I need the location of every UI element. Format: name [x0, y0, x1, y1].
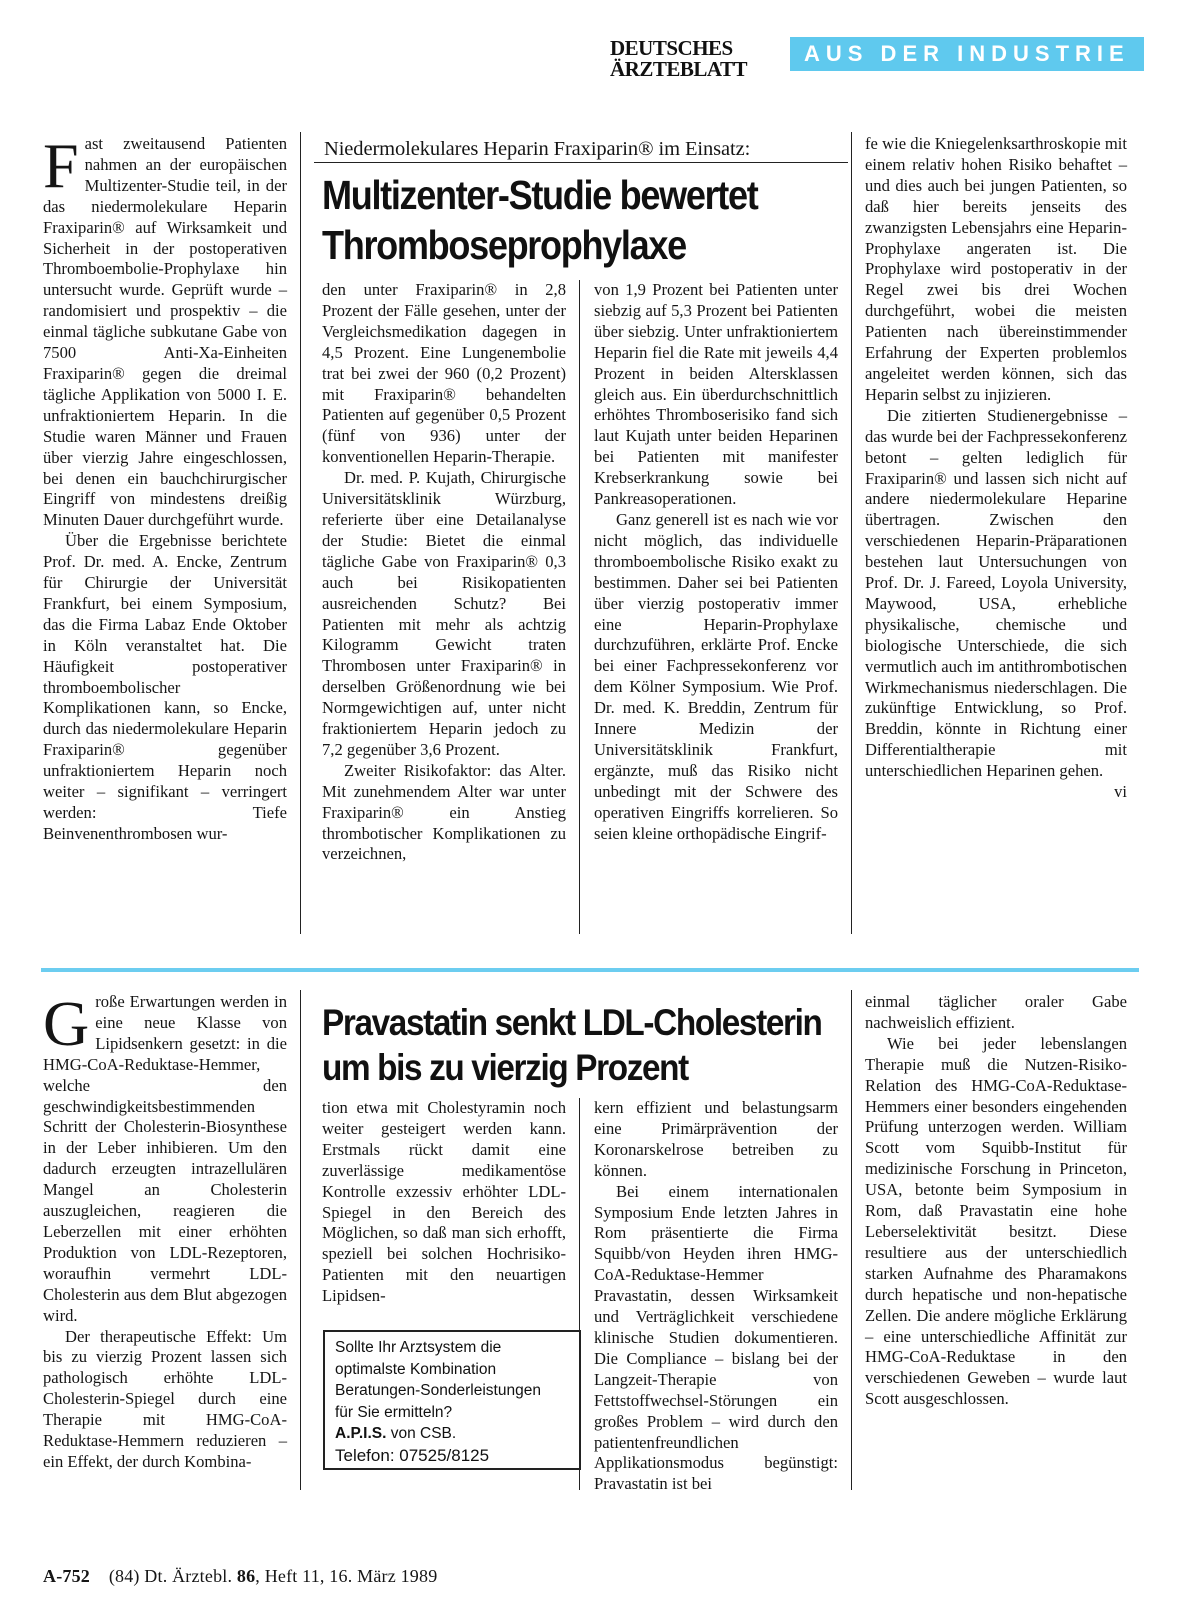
article-divider — [41, 968, 1139, 972]
article2-col1-paragraph: Der therapeutische Effekt: Um bis zu vierzig Prozent lassen sich pathologisch erhöhte LDL-Cholesterin-Spiegel durch eine Therapie mit HMG-CoA-Reduktase-Hemmern reduzieren – ein Effekt, der durch Kombina- — [43, 1326, 287, 1471]
article2-col1-paragraph: roße Erwartungen werden in eine neue Klasse von Lipidsenkern gesetzt: in die HMG-CoA-Reduktase-Hemmer, welche den geschwindigkeitsbestimmenden Schritt der Cholesterin-Biosynthese in der Leber inhibieren. Um den dadurch erzeugten intrazellulären Mangel an Cholesterin auszugleichen, reagieren die Leberzellen mit einer erhöhten Produktion von LDL-Rezeptoren, woraufhin vermehrt LDL-Cholesterin aus dem Blut abgezogen wird. — [43, 992, 287, 1325]
article1-col2-paragraph: Dr. med. P. Kujath, Chirurgische Universitätsklinik Würzburg, referierte über eine Detailanalyse der Studie: Bietet die einmal tägliche Gabe von Fraxiparin® 0,3 auch bei Risikopatienten ausreichenden Schutz? Bei Patienten mit mehr als achtzig Kilogramm Gewicht traten Thrombosen unter Fraxiparin® in derselben Größenordnung wie bei Normgewichtigen auf, unter nicht fraktioniertem Heparin jedoch zu 7,2 gegenüber 3,6 Prozent. — [322, 468, 566, 759]
masthead-line2: ÄRZTEBLATT — [610, 57, 747, 81]
ad-brand: A.P.I.S. — [335, 1425, 387, 1442]
column-rule — [300, 132, 301, 934]
article1-headline-line1: Multizenter-Studie bewertet — [322, 172, 758, 218]
article2-col4-paragraph: Wie bei jeder lebenslangen Therapie muß die Nutzen-Risiko-Relation des HMG-CoA-Reduktase-Hemmers einer besonders eingehenden Prüfung unterzogen werden. William Scott vom Squibb-Institut für medizinische Forschung in Princeton, USA, betonte beim Symposium in Rom, daß Pravastatin eine hohe Leberselektivität besitzt. Diese resultiere aus der unterschiedlich starken Aufnahme des Pharamakons durch hepatische und non-hepatische Zellen. Die andere mögliche Erklärung – eine unterschiedliche Affinität zur HMG-CoA-Reduktase in den verschiedenen Geweben – wurde laut Scott ausgeschlossen. — [865, 1033, 1127, 1409]
issue-suffix: , Heft 11, 16. März 1989 — [255, 1566, 438, 1586]
column-rule — [300, 990, 301, 1490]
column-rule — [579, 280, 580, 934]
column-rule — [851, 990, 852, 1490]
kicker-rule — [314, 162, 848, 163]
article1-col2-paragraph: den unter Fraxiparin® in 2,8 Prozent der Fälle gesehen, unter der Vergleichsmedikation dagegen in 4,5 Prozent. Eine Lungenembolie trat bei zwei der 960 (0,2 Prozent) mit Fraxiparin® behandelten Patienten auf gegenüber 0,5 Prozent (fünf von 936) unter der konventionellen Heparin-Therapie. — [322, 280, 566, 467]
article2-headline-line1: Pravastatin senkt LDL-Cholesterin — [322, 1002, 822, 1043]
article1-col4-paragraph: Die zitierten Studienergebnisse – das wurde bei der Fachpressekonferenz betont – gelten lediglich für Fraxiparin® und lassen sich nicht auf andere niedermolekulare Heparine übertragen. Zwischen den verschiedenen Heparin-Präparationen bestehen laut Untersuchungen von Prof. Dr. J. Fareed, Loyola University, Maywood, USA, erhebliche physikalische, chemische und biologische Unterschiede, die sich vermutlich auch im antithrombotischen Wirkmechanismus niederschlagen. Die zukünftige Entwicklung, so Prof. Breddin, könnte in Richtung einer Differentialtherapie mit unterschiedlichen Heparinen gehen. — [865, 405, 1127, 781]
column-rule — [851, 132, 852, 934]
article2-dropcap: G — [43, 988, 90, 1059]
article1-headline — [322, 170, 815, 270]
issue-prefix: (84) Dt. Ärztebl. — [108, 1566, 233, 1586]
article2-column-1 — [43, 988, 287, 1473]
ad-line: Beratungen-Sonderleistungen — [335, 1382, 541, 1399]
ad-brand-line — [335, 1423, 569, 1445]
article2-column-4 — [865, 992, 1127, 1410]
section-rubric: AUS DER INDUSTRIE — [790, 37, 1144, 71]
page-number: A-752 — [43, 1566, 90, 1586]
article1-col1-paragraph: ast zweitausend Patienten nahmen an der europäischen Multizenter-Studie teil, in der das niedermolekulare Heparin Fraxiparin® auf Wirksamkeit und Sicherheit in der postoperativen Thromboembolie-Prophylaxe hin untersucht wurde. Geprüft wurde – randomisiert und prospektiv – die einmal tägliche subkutane Gabe von 7500 Anti-Xa-Einheiten Fraxiparin® gegen die dreimal tägliche Applikation von 5000 I. E. unfraktioniertem Heparin. In die Studie waren Männer und Frauen über vierzig Jahre eingeschlossen, bei denen ein bauchchirurgischer Eingriff von mindestens dreißig Minuten Dauer durchgeführt wurde. — [43, 134, 287, 530]
volume-number: 86 — [236, 1566, 256, 1586]
article1-signature: vi — [1114, 782, 1127, 802]
article1-headline-line2: Thromboseprophylaxe — [322, 222, 686, 268]
article1-column-1 — [43, 130, 287, 845]
ad-phone: Telefon: 07525/8125 — [335, 1445, 490, 1465]
article1-col3-paragraph: Ganz generell ist es nach wie vor nicht möglich, das individuelle thromboembolische Risiko exakt zu bestimmen. Daher sei bei Patienten über vierzig postoperativ immer eine Heparin-Prophylaxe durchzuführen, erklärte Prof. Encke bei einer Fachpressekonferenz vor dem Kölner Symposium. Wie Prof. Dr. med. K. Breddin, Zentrum für Innere Medizin der Universitätsklinik Frankfurt, ergänzte, muß das Risiko nicht unbedingt mit der Schwere des operativen Eingriffs korrelieren. So seien kleine orthopädische Eingrif- — [594, 509, 838, 843]
ad-box — [323, 1330, 581, 1470]
article1-dropcap: F — [43, 130, 79, 201]
article2-column-2 — [322, 1098, 566, 1307]
article1-column-2 — [322, 280, 566, 865]
article1-col2-paragraph: Zweiter Risikofaktor: das Alter. Mit zunehmendem Alter war unter Fraxiparin® ein Anstieg thrombotischer Komplikationen zu verzeichnen, — [322, 760, 566, 864]
masthead-line1: DEUTSCHES — [610, 36, 733, 60]
article2-column-3 — [594, 1098, 838, 1495]
masthead-logo — [610, 38, 770, 80]
article2-col3-paragraph: Bei einem internationalen Symposium Ende letzten Jahres in Rom präsentierte die Firma Squibb/von Heyden ihren HMG-CoA-Reduktase-Hemmer Pravastatin, dessen Wirksamkeit und Verträglichkeit verschiedene klinische Studien dokumentieren. Die Compliance – bislang bei der Langzeit-Therapie von Fettstoffwechsel-Störungen ein großes Problem – wird durch den patientenfreundlichen Applikationsmodus begünstigt: Pravastatin ist bei — [594, 1181, 838, 1494]
article1-col3-paragraph: von 1,9 Prozent bei Patienten unter siebzig auf 5,3 Prozent bei Patienten über siebzig. Unter unfraktioniertem Heparin fiel die Rate mit jeweils 4,4 Prozent in beiden Altersklassen gleich aus. Ein überdurchschnittlich erhöhtes Thromboserisiko fand sich laut Kujath unter beiden Heparinen bei Patienten mit manifester Krebserkrankung sowie bei Pankreasoperationen. — [594, 280, 838, 509]
page-footer — [43, 1566, 437, 1587]
article1-col4-paragraph: fe wie die Kniegelenksarthroskopie mit einem relativ hohen Risiko behaftet – und dies auch bei jungen Patienten, so daß hier bereits jenseits des zwanzigsten Lebensjahrs eine Heparin-Prophylaxe angeraten ist. Die Prophylaxe wird postoperativ in der Regel zwei bis drei Wochen durchgeführt, wobei die meisten Patienten nach übereinstimmender Erfahrung der Experten problemlos angeleitet werden können, sich das Heparin selbst zu injizieren. — [865, 134, 1127, 404]
ad-line: für Sie ermitteln? — [335, 1403, 453, 1421]
ad-line: Sollte Ihr Arztsystem die — [335, 1339, 502, 1356]
column-rule — [579, 1098, 580, 1490]
article2-headline-line2: um bis zu vierzig Prozent — [322, 1047, 688, 1088]
ad-line: optimalste Kombination — [335, 1360, 497, 1378]
article1-kicker: Niedermolekulares Heparin Fraxiparin® im Einsatz: — [324, 138, 751, 160]
article2-headline — [322, 1000, 826, 1090]
article1-column-4 — [865, 134, 1127, 803]
article2-col4-paragraph: einmal täglicher oraler Gabe nachweislich effizient. — [865, 992, 1127, 1032]
ad-brand-suffix: von CSB. — [386, 1425, 457, 1442]
article1-col1-paragraph: Über die Ergebnisse berichtete Prof. Dr. med. A. Encke, Zentrum für Chirurgie der Universität Frankfurt, bei einem Symposium, das die Firma Labaz Ende Oktober in Köln veranstaltet hat. Die Häufigkeit postoperativer thromboembolischer Komplikationen kann, so Encke, durch das niedermolekulare Heparin Fraxiparin® gegenüber unfraktioniertem Heparin noch weiter – signifikant – verringert werden: Tiefe Beinvenenthrombosen wur- — [43, 531, 287, 843]
article2-col3-paragraph: kern effizient und belastungsarm eine Primärprävention der Koronarskelrose betreiben zu können. — [594, 1098, 838, 1180]
article1-column-3 — [594, 280, 838, 844]
article2-col2-paragraph: tion etwa mit Cholestyramin noch weiter gesteigert werden kann. Erstmals rückt damit eine zuverlässige medikamentöse Kontrolle exzessiv erhöhter LDL-Spiegel in den Bereich des Möglichen, so daß man sich erhofft, speziell bei solchen Hochrisiko-Patienten mit den neuartigen Lipidsen- — [322, 1098, 566, 1306]
